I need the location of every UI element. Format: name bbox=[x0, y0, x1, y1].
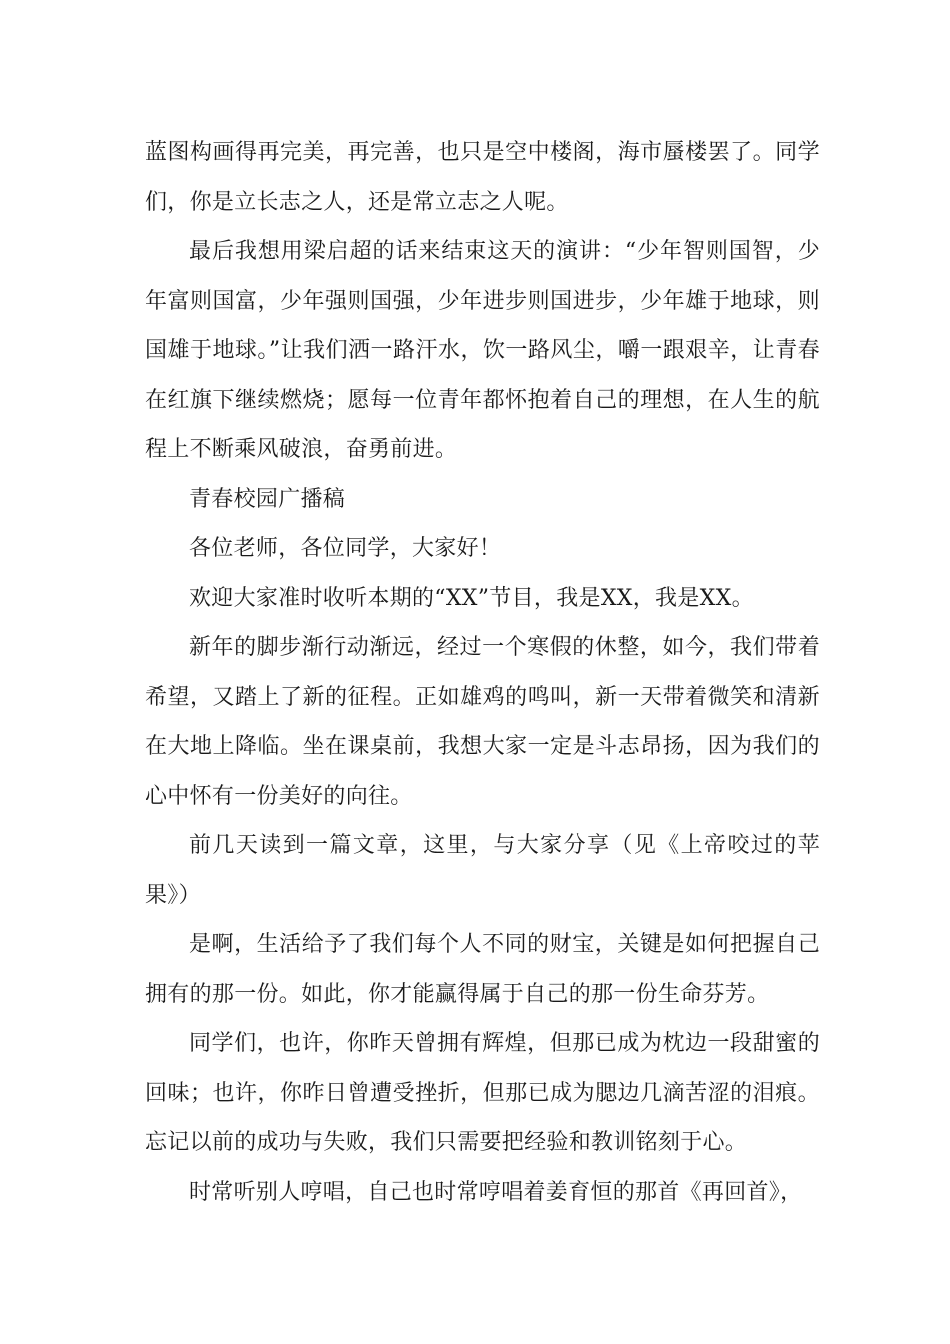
paragraph-life: 是啊，生活给予了我们每个人不同的财宝，关键是如何把握自己拥有的那一份。如此，你才能赢得属于自己的那一份生命芬芳。 bbox=[145, 932, 820, 1007]
section-title: 青春校园广播稿 bbox=[189, 486, 346, 512]
paragraph-welcome: 欢迎大家准时收听本期的“XX”节目，我是XX，我是XX。 bbox=[189, 585, 754, 611]
paragraph-2: 最后我想用梁启超的话来结束这天的演讲：“少年智则国智，少年富则国富，少年强则国强，少年进步则国进步，少年雄于地球，则国雄于地球。”让我们洒一路汗水，饮一路风尘，嚼一跟艰辛，让青春在红旗下继续燃烧；愿每一位青年都怀抱着自己的理想，在人生的航程上不断乘风破浪，奋勇前进。 bbox=[145, 239, 820, 462]
paragraph-article: 前几天读到一篇文章，这里，与大家分享（见《上帝咬过的苹果》） bbox=[145, 833, 820, 908]
paragraph-1: 蓝图构画得再完美，再完善，也只是空中楼阁，海市蜃楼罢了。同学们，你是立长志之人，还是常立志之人呢。 bbox=[145, 140, 820, 215]
paragraph-new-year: 新年的脚步渐行动渐远，经过一个寒假的休整，如今，我们带着希望，又踏上了新的征程。正如雄鸡的鸣叫，新一天带着微笑和清新在大地上降临。坐在课桌前，我想大家一定是斗志昂扬，因为我们的心中怀有一份美好的向往。 bbox=[145, 635, 820, 809]
paragraph-song: 时常听别人哼唱，自己也时常哼唱着姜育恒的那首《再回首》， bbox=[189, 1179, 803, 1205]
document-body bbox=[145, 128, 820, 1217]
greeting: 各位老师，各位同学，大家好！ bbox=[189, 536, 502, 561]
paragraph-classmates: 同学们，也许，你昨天曾拥有辉煌，但那已成为枕边一段甜蜜的回味；也许，你昨日曾遭受挫折，但那已成为腮边几滴苦涩的泪痕。忘记以前的成功与失败，我们只需要把经验和教训铭刻于心。 bbox=[145, 1031, 820, 1155]
